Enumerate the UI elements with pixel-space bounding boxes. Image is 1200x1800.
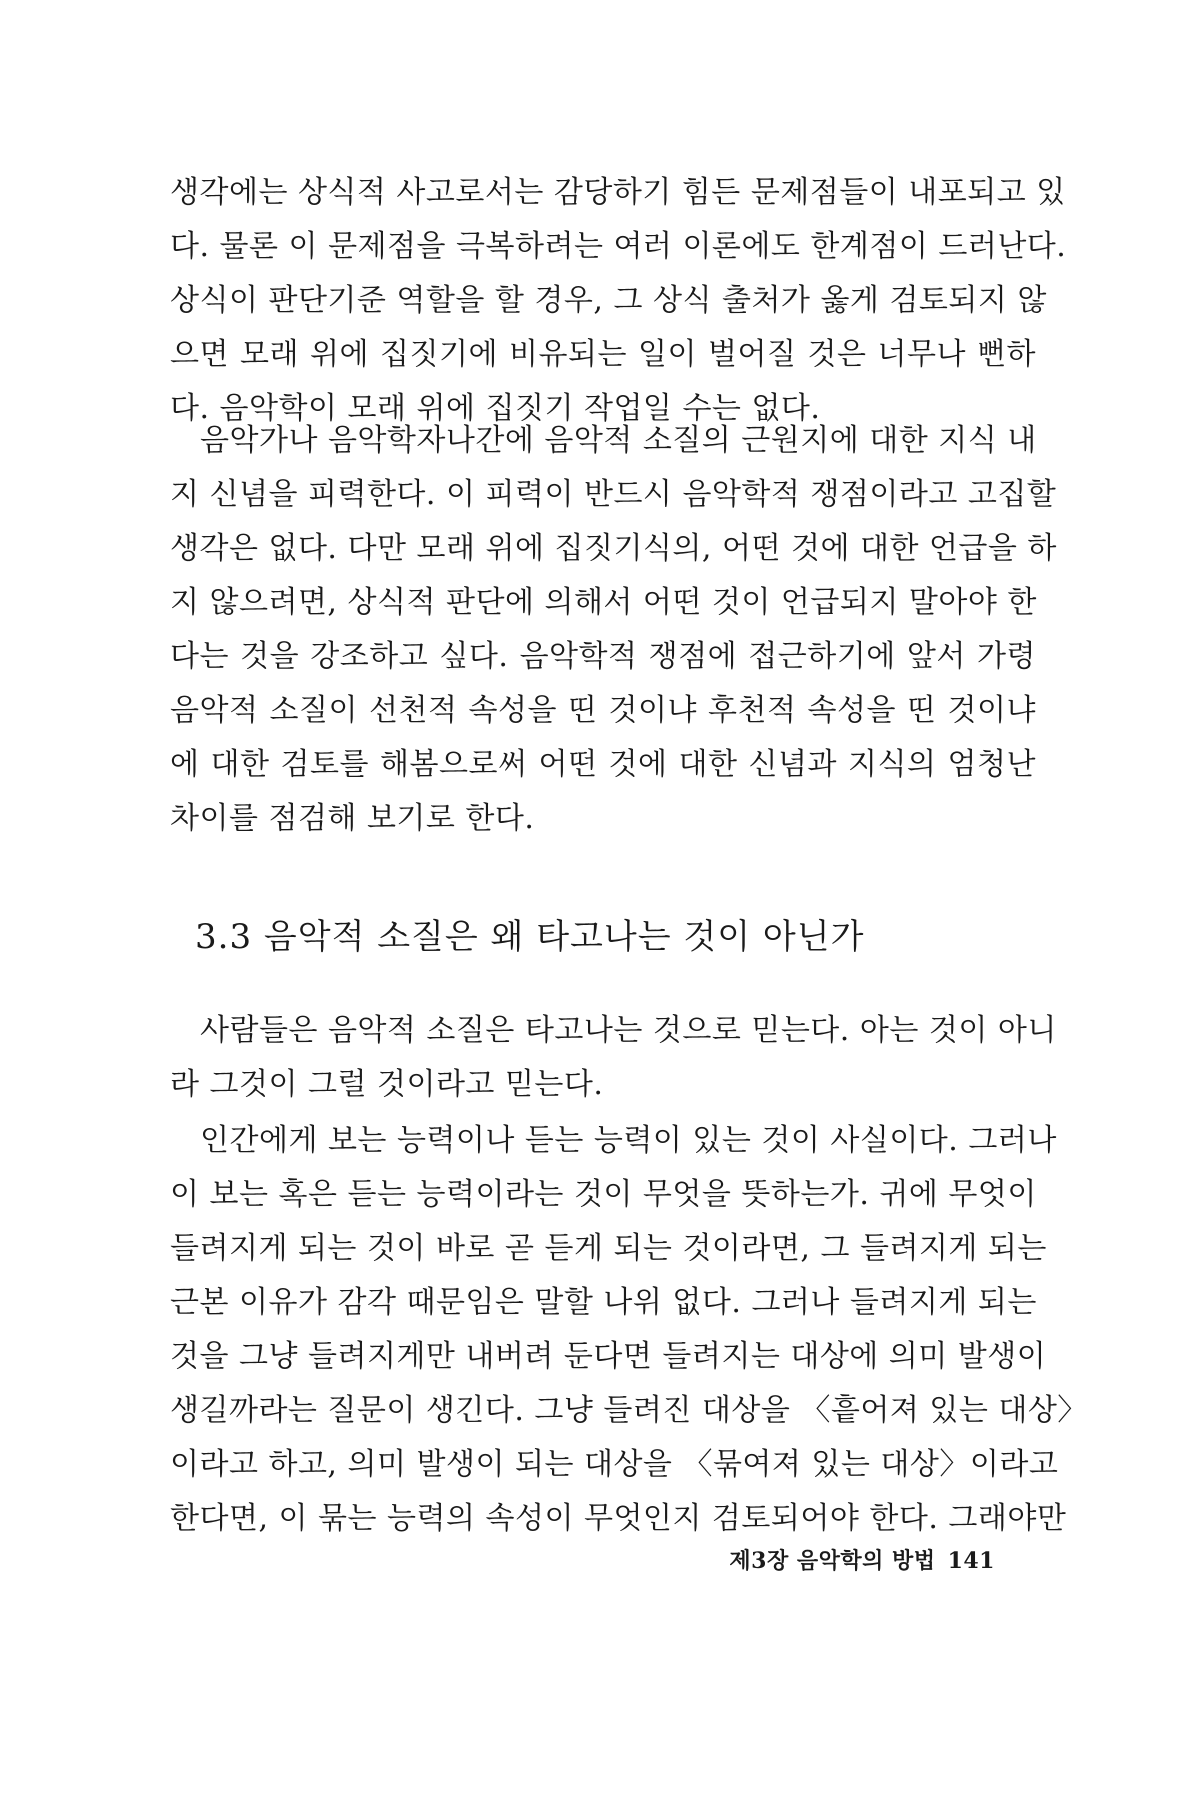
text-line: 라 그것이 그럴 것이라고 믿는다. bbox=[170, 1067, 604, 1102]
text-line: 인간에게 보는 능력이나 듣는 능력이 있는 것이 사실이다. 그러나 bbox=[200, 1123, 1057, 1158]
text-line: 다는 것을 강조하고 싶다. 음악학적 쟁점에 접근하기에 앞서 가령 bbox=[170, 639, 1036, 674]
text-line: 음악가나 음악학자나간에 음악적 소질의 근원지에 대한 지식 내 bbox=[200, 423, 1037, 458]
text-line: 한다면, 이 묶는 능력의 속성이 무엇인지 검토되어야 한다. 그래야만 bbox=[170, 1501, 1067, 1536]
text-line: 들려지게 되는 것이 바로 곧 듣게 되는 것이라면, 그 들려지게 되는 bbox=[170, 1231, 1047, 1266]
paragraph-2 bbox=[170, 414, 1057, 846]
text-line: 차이를 점검해 보기로 한다. bbox=[170, 801, 535, 836]
paragraph-1 bbox=[170, 166, 1067, 436]
page-footer bbox=[729, 1545, 995, 1577]
text-line: 이라고 하고, 의미 발생이 되는 대상을 〈묶여져 있는 대상〉이라고 bbox=[170, 1447, 1059, 1482]
text-line: 생각에는 상식적 사고로서는 감당하기 힘든 문제점들이 내포되고 있 bbox=[170, 175, 1066, 210]
text-line: 사람들은 음악적 소질은 타고나는 것으로 믿는다. 아는 것이 아니 bbox=[200, 1013, 1057, 1048]
text-line: 근본 이유가 감각 때문임은 말할 나위 없다. 그러나 들려지게 되는 bbox=[170, 1285, 1037, 1320]
text-line: 지 않으려면, 상식적 판단에 의해서 어떤 것이 언급되지 말아야 한 bbox=[170, 585, 1037, 620]
text-line: 상식이 판단기준 역할을 할 경우, 그 상식 출처가 옳게 검토되지 않 bbox=[170, 283, 1047, 318]
text-line: 생길까라는 질문이 생긴다. 그냥 들려진 대상을 〈흩어져 있는 대상〉 bbox=[170, 1393, 1088, 1428]
chapter-title: 제3장 음악학의 방법 bbox=[729, 1548, 936, 1574]
text-line: 것을 그냥 들려지게만 내버려 둔다면 들려지는 대상에 의미 발생이 bbox=[170, 1339, 1047, 1374]
text-line: 지 신념을 피력한다. 이 피력이 반드시 음악학적 쟁점이라고 고집할 bbox=[170, 477, 1057, 512]
text-line: 다. 음악학이 모래 위에 집짓기 작업일 수는 없다. bbox=[170, 391, 821, 426]
text-line: 음악적 소질이 선천적 속성을 띤 것이냐 후천적 속성을 띤 것이냐 bbox=[170, 693, 1036, 728]
text-line: 다. 물론 이 문제점을 극복하려는 여러 이론에도 한계점이 드러난다. bbox=[170, 229, 1067, 264]
text-line: 으면 모래 위에 집짓기에 비유되는 일이 벌어질 것은 너무나 뻔하 bbox=[170, 337, 1036, 372]
section-heading: 3.3 음악적 소질은 왜 타고나는 것이 아닌가 bbox=[195, 917, 865, 957]
paragraph-4 bbox=[170, 1114, 1088, 1546]
text-line: 에 대한 검토를 해봄으로써 어떤 것에 대한 신념과 지식의 엄청난 bbox=[170, 747, 1036, 782]
text-line: 이 보는 혹은 듣는 능력이라는 것이 무엇을 뜻하는가. 귀에 무엇이 bbox=[170, 1177, 1037, 1212]
page-number: 141 bbox=[947, 1548, 995, 1574]
text-line: 생각은 없다. 다만 모래 위에 집짓기식의, 어떤 것에 대한 언급을 하 bbox=[170, 531, 1057, 566]
paragraph-3 bbox=[170, 1004, 1057, 1112]
